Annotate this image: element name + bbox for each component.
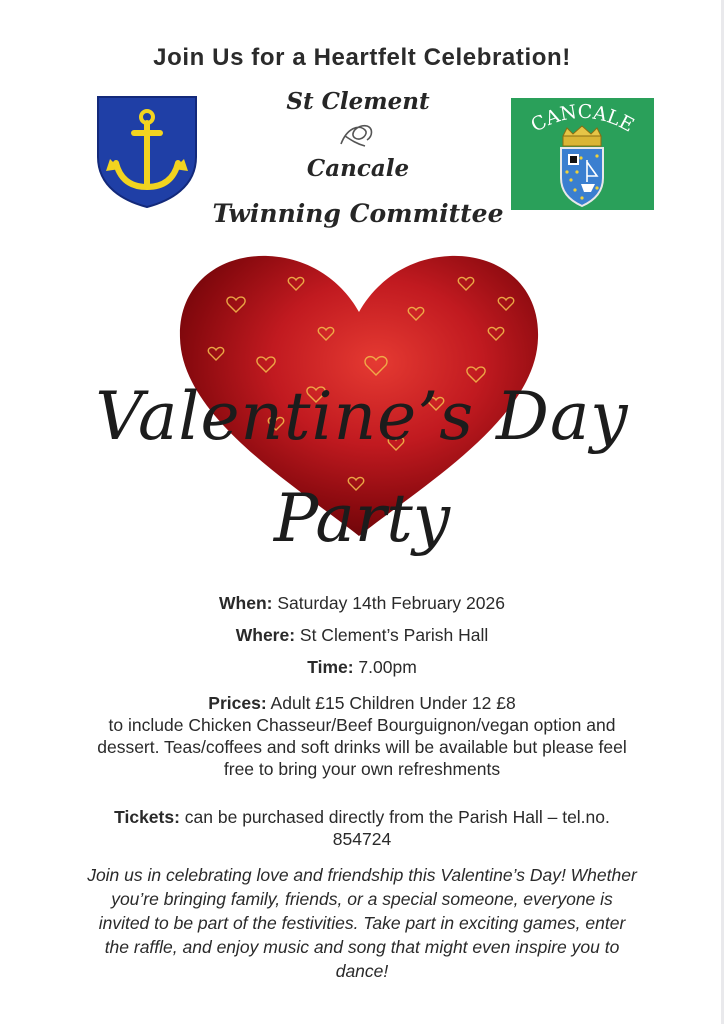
where-value: St Clement’s Parish Hall bbox=[295, 625, 489, 645]
st-clement-crest bbox=[96, 95, 198, 209]
cancale-flag bbox=[511, 98, 654, 210]
prices-value: Adult £15 Children Under 12 £8 bbox=[266, 693, 516, 713]
tickets-label: Tickets: bbox=[114, 807, 180, 827]
time-row bbox=[40, 656, 684, 678]
flag-label: CANCALE bbox=[527, 100, 638, 137]
tickets-block bbox=[40, 806, 684, 850]
invitation-line-3: invited to be part of the festivities. Take part in exciting games, enter bbox=[98, 913, 626, 933]
committee-line-st-clement: St Clement bbox=[286, 88, 430, 115]
page-heading: Join Us for a Heartfelt Celebration! bbox=[153, 44, 571, 71]
where-label: Where: bbox=[235, 625, 296, 645]
committee-line-twinning: Twinning Committee bbox=[212, 199, 504, 228]
knot-icon bbox=[337, 120, 377, 150]
invitation-line-1: Join us in celebrating love and friendship this Valentine’s Day! Whether bbox=[87, 865, 637, 885]
event-title-line-1: Valentine’s Day bbox=[95, 378, 629, 455]
when-label: When: bbox=[219, 593, 273, 613]
when-value: Saturday 14th February 2026 bbox=[272, 593, 505, 613]
prices-desc-line-3: free to bring your own refreshments bbox=[223, 759, 501, 779]
prices-desc-line-1: to include Chicken Chasseur/Beef Bourguignon/vegan option and bbox=[108, 715, 616, 735]
prices-desc-line-2: dessert. Teas/coffees and soft drinks will be available but please feel bbox=[97, 737, 627, 757]
prices-label: Prices: bbox=[208, 693, 267, 713]
invitation-line-5: dance! bbox=[335, 961, 389, 981]
invitation-line-4: the raffle, and enjoy music and song that might even inspire you to bbox=[104, 937, 620, 957]
invitation-line-2: you’re bringing family, friends, or a special someone, everyone is bbox=[111, 889, 613, 909]
time-value: 7.00pm bbox=[353, 657, 417, 677]
tickets-phone: 854724 bbox=[332, 829, 392, 849]
where-row bbox=[40, 624, 684, 646]
committee-line-cancale: Cancale bbox=[306, 155, 410, 182]
tickets-value: can be purchased directly from the Parish Hall – tel.no. bbox=[179, 807, 610, 827]
invitation-paragraph bbox=[40, 863, 684, 983]
time-label: Time: bbox=[307, 657, 354, 677]
when-row bbox=[40, 592, 684, 614]
event-title-line-2: Party bbox=[273, 480, 451, 557]
crown-icon bbox=[563, 126, 601, 146]
prices-block bbox=[40, 692, 684, 780]
